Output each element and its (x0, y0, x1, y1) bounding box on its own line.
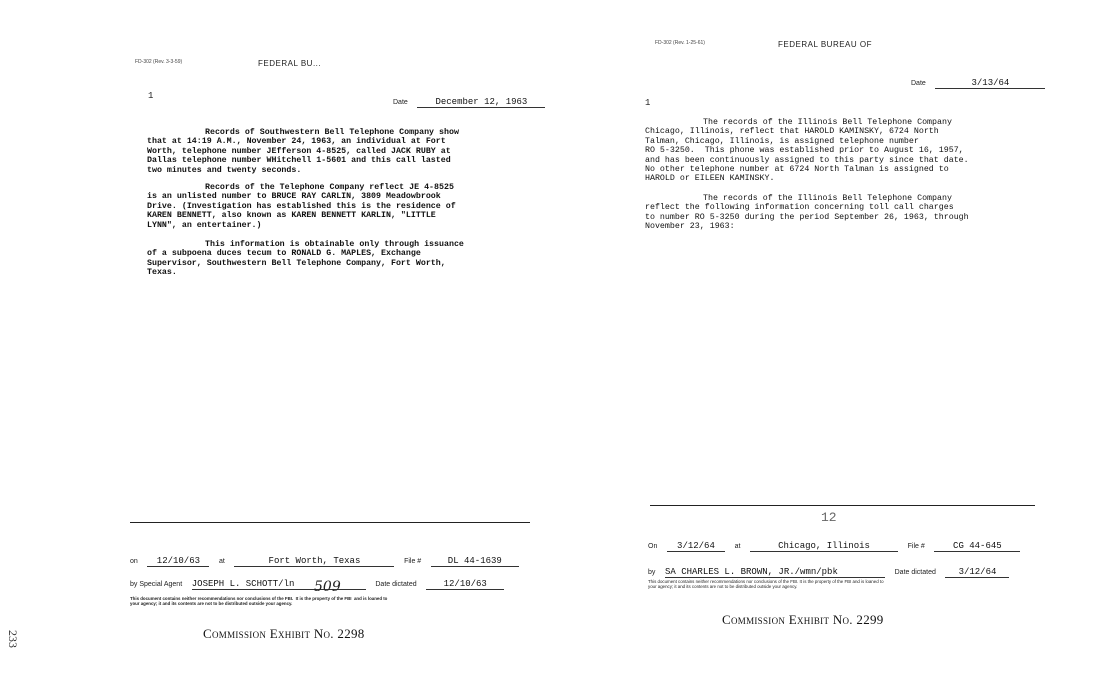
dictated-date: 12/10/63 (426, 579, 504, 590)
right-document (545, 0, 1094, 691)
agent-label: by Special Agent (130, 581, 183, 588)
file-label: File # (404, 558, 422, 565)
paragraph-1: Records of Southwestern Bell Telephone Company show that at 14:19 A.M., November 24, 1963, an individual at Fort Worth, telephone number JEfferson 4-8525, called JACK RUBY at Dallas telephone number WHitchell 1-5601 and this call lasted two minutes and twenty seconds. (147, 128, 459, 175)
on-label: On (648, 543, 658, 550)
paragraph-1: The records of the Illinois Bell Telephone Company Chicago, Illinois, reflect that HAROLD KAMINSKY, 6724 North Talman, Chicago, Illinois, is assigned telephone number RO 5-3250. This phone was established prior to August 16, 1957, and has been continuously assigned to this party since that date. No other telephone number at 6724 North Talman is assigned to HAROLD or EILEEN KAMINSKY. (645, 118, 969, 184)
handwritten-number: 509 (314, 579, 341, 595)
at-label: at (219, 558, 225, 565)
file-number: DL 44-1639 (431, 556, 519, 567)
date-value: 3/13/64 (935, 78, 1045, 89)
footer-on-line (130, 550, 519, 568)
left-document (0, 0, 545, 691)
date-field (911, 72, 1045, 90)
file-number: CG 44-645 (934, 541, 1020, 552)
exhibit-label: Commission Exhibit No. 2298 (203, 626, 365, 641)
page-marker: 1 (148, 91, 154, 101)
date-value: December 12, 1963 (417, 97, 545, 108)
on-date: 12/10/63 (147, 556, 209, 567)
paragraph-2: Records of the Telephone Company reflect JE 4-8525 is an unlisted number to BRUCE RAY CARLIN, 3809 Meadowbrook Drive. (Investigation has established this is the residence of KAREN BENNETT, also known as KAREN BENNETT KARLIN, "LITTLE LYNN", an entertainer.) (147, 183, 456, 230)
agency-header: FEDERAL BU... (258, 59, 322, 68)
dictated-label: Date dictated (375, 581, 417, 588)
form-number: FD-302 (Rev. 3-3-59) (135, 59, 183, 65)
disclaimer: This document contains neither recommendations nor conclusions of the FBI. It is the property of the FBI and is loaned to your agency; it and its contents are not to be distributed outside your agency. (648, 579, 884, 589)
location: Chicago, Illinois (750, 541, 898, 552)
location: Fort Worth, Texas (234, 556, 394, 567)
file-label: File # (907, 543, 925, 550)
on-label: on (130, 558, 138, 565)
agent-label: by (648, 569, 656, 576)
footer-on-line (648, 535, 1020, 553)
footer-divider (130, 522, 530, 523)
paragraph-2: The records of the Illinois Bell Telephone Company reflect the following information concerning toll call charges to number RO 5-3250 during the period September 26, 1963, through November 23, 1963: (645, 194, 969, 232)
page-marker: 1 (645, 98, 651, 108)
agent-name: JOSEPH L. SCHOTT/ln (192, 579, 366, 590)
on-date: 3/12/64 (667, 541, 725, 552)
at-label: at (734, 543, 741, 550)
dictated-date: 3/12/64 (945, 567, 1009, 578)
page-number: 233 (6, 630, 20, 648)
date-label: Date (393, 99, 408, 106)
footer-divider (650, 505, 1035, 506)
paragraph-3: This information is obtainable only through issuance of a subpoena duces tecum to RONALD G. MAPLES, Exchange Supervisor, Southwestern Bell Telephone Company, Fort Worth, Texas. (147, 240, 464, 278)
footer-agent-line (648, 561, 1009, 579)
date-field (393, 91, 545, 109)
date-label: Date (911, 80, 926, 87)
form-number: FD-302 (Rev. 1-25-61) (655, 40, 705, 46)
exhibit-label: Commission Exhibit No. 2299 (722, 612, 884, 627)
agent-name: SA CHARLES L. BROWN, JR./wmn/pbk (665, 567, 885, 578)
page-continuation: 12 (821, 510, 837, 525)
dictated-label: Date dictated (894, 569, 936, 576)
agency-header: FEDERAL BUREAU OF (778, 40, 872, 49)
disclaimer: This document contains neither recommendations nor conclusions of the FBI. It is the property of the FBI and is loaned to your agency; it and its contents are not to be distributed outside your agency. (130, 596, 388, 606)
